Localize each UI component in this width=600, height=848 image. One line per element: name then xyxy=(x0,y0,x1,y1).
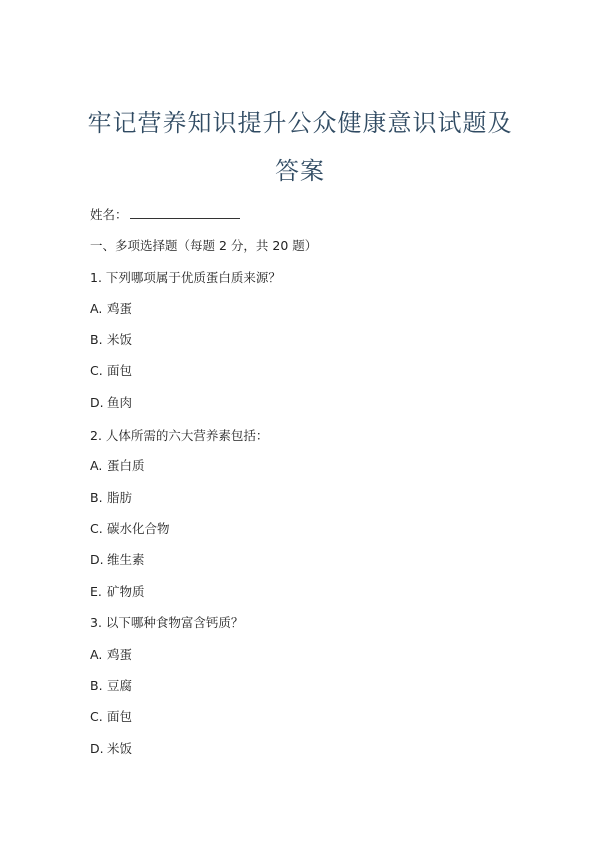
option-text: 矿物质 xyxy=(107,584,145,599)
name-label: 姓名： xyxy=(90,207,128,222)
option-letter: C. xyxy=(90,521,103,536)
option-item xyxy=(90,645,132,663)
option-text: 米饭 xyxy=(107,741,133,756)
question-stem: 3. 以下哪种食物富含钙质？ xyxy=(90,615,244,630)
option-text: 鱼肉 xyxy=(107,395,133,410)
option-item xyxy=(90,550,145,568)
option-letter: A. xyxy=(90,458,103,473)
question-stem: 2. 人体所需的六大营养素包括： xyxy=(90,428,269,443)
option-letter: E. xyxy=(90,584,102,599)
option-item xyxy=(90,582,145,600)
option-text: 面包 xyxy=(107,363,133,378)
section-heading: 一、多项选择题（每题 2 分，共 20 题） xyxy=(90,238,318,253)
option-letter: C. xyxy=(90,363,103,378)
option-letter: B. xyxy=(90,490,103,505)
option-item xyxy=(90,676,132,694)
option-text: 碳水化合物 xyxy=(107,521,170,536)
name-blank-line xyxy=(130,207,240,219)
document-title-line-2: 答案 xyxy=(275,157,325,185)
option-item xyxy=(90,739,132,757)
option-text: 维生素 xyxy=(107,552,145,567)
option-letter: D. xyxy=(90,552,104,567)
option-text: 鸡蛋 xyxy=(107,301,133,316)
option-text: 鸡蛋 xyxy=(107,647,133,662)
option-letter: C. xyxy=(90,709,103,724)
option-item xyxy=(90,456,145,474)
option-item xyxy=(90,361,132,379)
option-letter: B. xyxy=(90,332,103,347)
document-title-line-1: 牢记营养知识提升公众健康意识试题及 xyxy=(87,109,513,137)
option-item xyxy=(90,330,132,348)
option-text: 蛋白质 xyxy=(107,458,145,473)
option-letter: D. xyxy=(90,395,104,410)
option-item xyxy=(90,519,170,537)
option-letter: A. xyxy=(90,647,103,662)
option-letter: D. xyxy=(90,741,104,756)
name-field xyxy=(90,205,240,223)
option-item xyxy=(90,707,132,725)
option-text: 面包 xyxy=(107,709,133,724)
option-item xyxy=(90,393,132,411)
option-text: 米饭 xyxy=(107,332,133,347)
option-item xyxy=(90,488,132,506)
option-text: 豆腐 xyxy=(107,678,133,693)
option-letter: A. xyxy=(90,301,103,316)
option-text: 脂肪 xyxy=(107,490,133,505)
option-letter: B. xyxy=(90,678,103,693)
option-item xyxy=(90,299,132,317)
question-stem: 1. 下列哪项属于优质蛋白质来源？ xyxy=(90,270,281,285)
